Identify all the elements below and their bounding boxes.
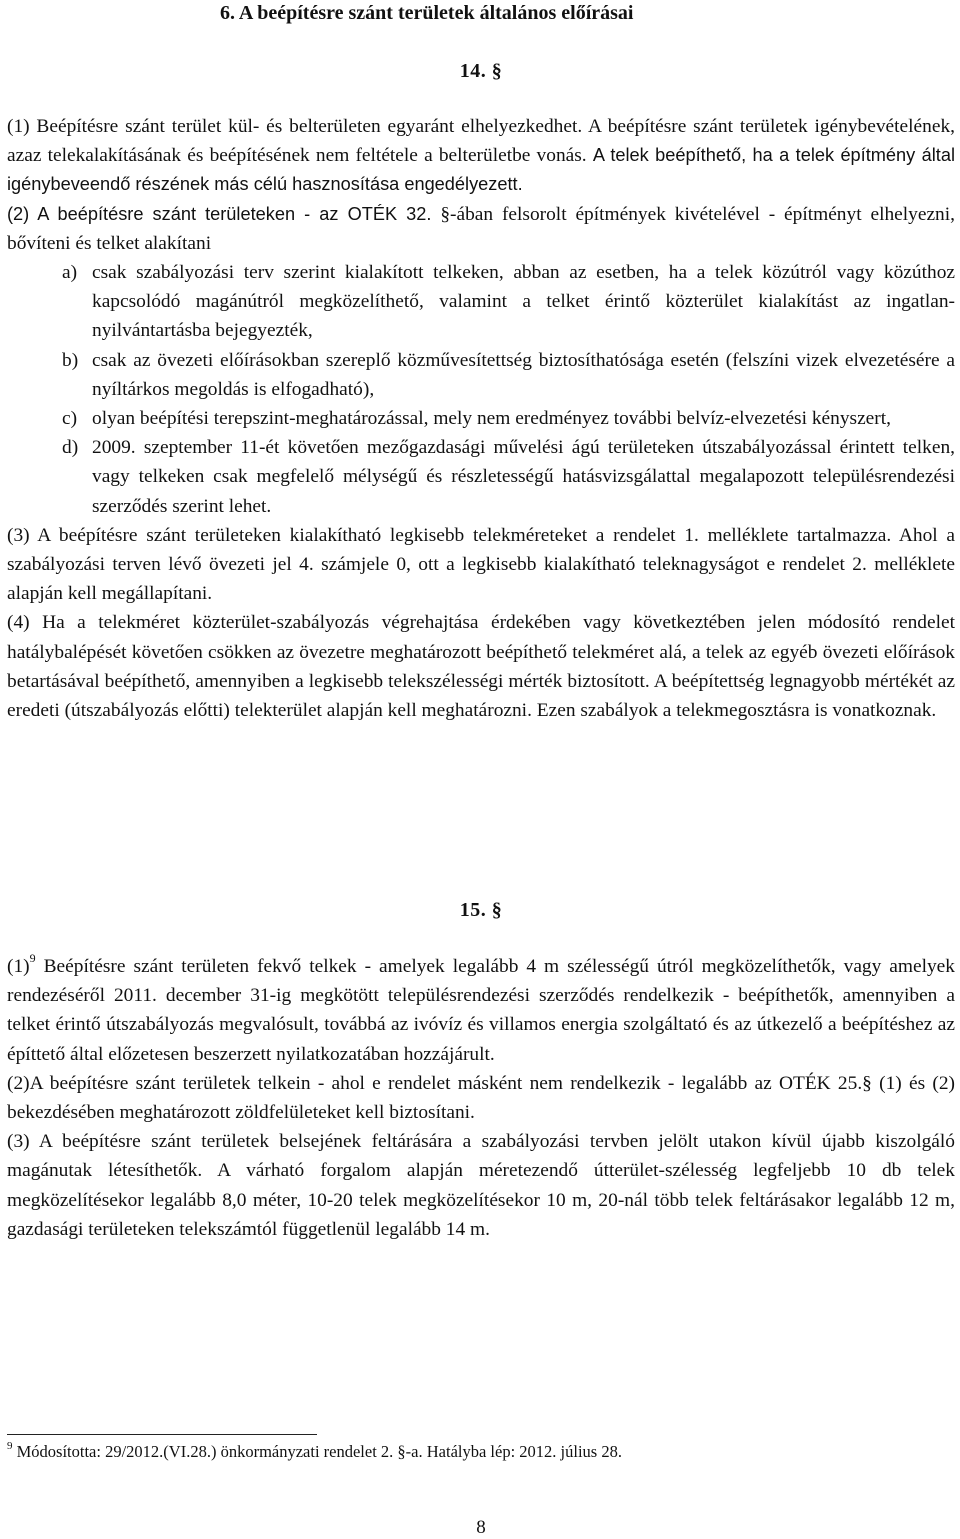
section-15-heading: 15. § bbox=[459, 899, 503, 921]
page-number: 8 bbox=[476, 1517, 486, 1538]
footnote-separator bbox=[7, 1434, 317, 1435]
list-item-label: d) bbox=[62, 437, 79, 459]
list-item bbox=[7, 258, 955, 346]
section-14-paragraph-2-text: §-ában felsorolt építmények kivételével - építményt elhelyezni, bővíteni és telket alakítani bbox=[7, 203, 955, 254]
section-14-paragraph-1 bbox=[7, 112, 955, 200]
section-14-paragraph-3: (3) A beépítésre szánt területeken kialakítható legkisebb telekméreteket a rendelet 1. melléklete tartalmazza. Ahol a szabályozási terven lévő övezeti jel 4. számjele 0, ott a legkisebb kialakítható teleknagyságot e rendelet 2. melléklete alapján kell megállapítani. bbox=[7, 524, 955, 605]
section-14-paragraph-1-sentence: A telek beépíthető, ha a telek építmény által igénybeveendő részének más célú hasznosítása engedélyezett. bbox=[7, 145, 955, 195]
section-14-paragraph-2-lead: (2) A beépítésre szánt területeken - az OTÉK 32. bbox=[7, 203, 432, 224]
footnote bbox=[7, 1441, 622, 1463]
section-14-paragraph-2 bbox=[7, 200, 955, 258]
section-15-paragraph-2: (2)A beépítésre szánt területek telkein - ahol e rendelet másként nem rendelkezik - legalább az OTÉK 25.§ (1) és (2) bekezdésében meghatározott zöldfelületeket kell biztosítani. bbox=[7, 1072, 955, 1124]
section-15-paragraph-1-prefix: (1) bbox=[7, 956, 30, 977]
footnote-reference[interactable]: 9 bbox=[29, 951, 36, 965]
list-item bbox=[7, 433, 955, 521]
chapter-title: 6. A beépítésre szánt területek általános előírásai bbox=[220, 2, 634, 24]
section-14-body bbox=[7, 112, 955, 725]
section-15-paragraph-1-text: Beépítésre szánt területen fekvő telkek - amelyek legalább 4 m szélességű útról megközelíthetők, vagy amelyek rendezéséről 2011. december 31-ig megkötött településrendezési szerződés rendelkezik - beépíthetők, amennyiben a telket érintő útszabályozás megvalósult, továbbá az ivóvíz és villamos energia szolgáltató és az útkezelő a beépítéshez az építtető által előzetesen beszerzett nyilatkozatában hozzájárult. bbox=[7, 956, 955, 1065]
list-item-text: csak az övezeti előírásokban szereplő közművesítettség biztosíthatósága esetén (felszíni vizek elvezetésére a nyíltárkos megoldás is elfogadható), bbox=[92, 349, 955, 400]
list-item bbox=[7, 404, 955, 433]
list-item-text: csak szabályozási terv szerint kialakított telkeken, abban az esetben, ha a telek közútról vagy közúthoz kapcsolódó magánútról megközelíthető, valamint a telket érintő közterület kialakítást az ingatlan-nyilvántartásba bejegyezték, bbox=[92, 262, 955, 342]
footnote-text: Módosította: 29/2012.(VI.28.) önkormányzati rendelet 2. §-a. Hatályba lép: 2012. július 28. bbox=[16, 1442, 622, 1461]
list-item-label: a) bbox=[62, 262, 78, 284]
section-15-body bbox=[7, 952, 955, 1244]
list-item-text: olyan beépítési terepszint-meghatározással, mely nem eredményez további belvíz-elvezetési kényszert, bbox=[92, 408, 891, 430]
list-item-text: 2009. szeptember 11-ét követően mezőgazdasági művelési ágú területeken útszabályozással érintett telken, vagy telkeken csak megfelelő mélységű és részletességű hatásvizsgálattal megalapozott településrendezési szerződés szerint lehet. bbox=[92, 437, 955, 517]
section-14-paragraph-1-text: (1) Beépítésre szánt terület kül- és belterületen egyaránt elhelyezkedhet. A beépítésre szánt területek igénybevételének, azaz telekalakításának és beépítésének nem feltétele a belterületbe vonás. bbox=[7, 116, 955, 167]
list-item bbox=[7, 346, 955, 404]
section-15-paragraph-1 bbox=[7, 952, 955, 1069]
list-item-label: b) bbox=[62, 349, 79, 371]
footnote-number: 9 bbox=[7, 1440, 13, 1452]
section-15-paragraph-3: (3) A beépítésre szánt területek belsejének feltárására a szabályozási tervben jelölt utakon kívül újabb kiszolgáló magánutak létesíthetők. A várható forgalom alapján méretezendő útterület-szélesség legfeljebb 10 db telek megközelítésekor legalább 8,0 méter, 10-20 telek megközelítésekor 10 m, 20-nál több telek feltárásakor legalább 12 m, gazdasági területeken telekszámtól függetlenül legalább 14 m. bbox=[7, 1131, 955, 1240]
section-14-paragraph-4: (4) Ha a telekméret közterület-szabályozás végrehajtása érdekében vagy következtében jelen módosító rendelet hatálybalépését követően csökken az övezetre meghatározott beépíthető telekméret alá, a telek az egyéb övezeti előírások betartásával beépíthető, amennyiben a legkisebb telekszélességi mérték biztosított. A beépítettség legnagyobb mértékét az eredeti (útszabályozás előtti) telekterület alapján kell meghatározni. Ezen szabályok a telekmegosztásra is vonatkoznak. bbox=[7, 612, 955, 722]
list-item-label: c) bbox=[62, 408, 78, 430]
section-14-heading: 14. § bbox=[459, 60, 503, 82]
